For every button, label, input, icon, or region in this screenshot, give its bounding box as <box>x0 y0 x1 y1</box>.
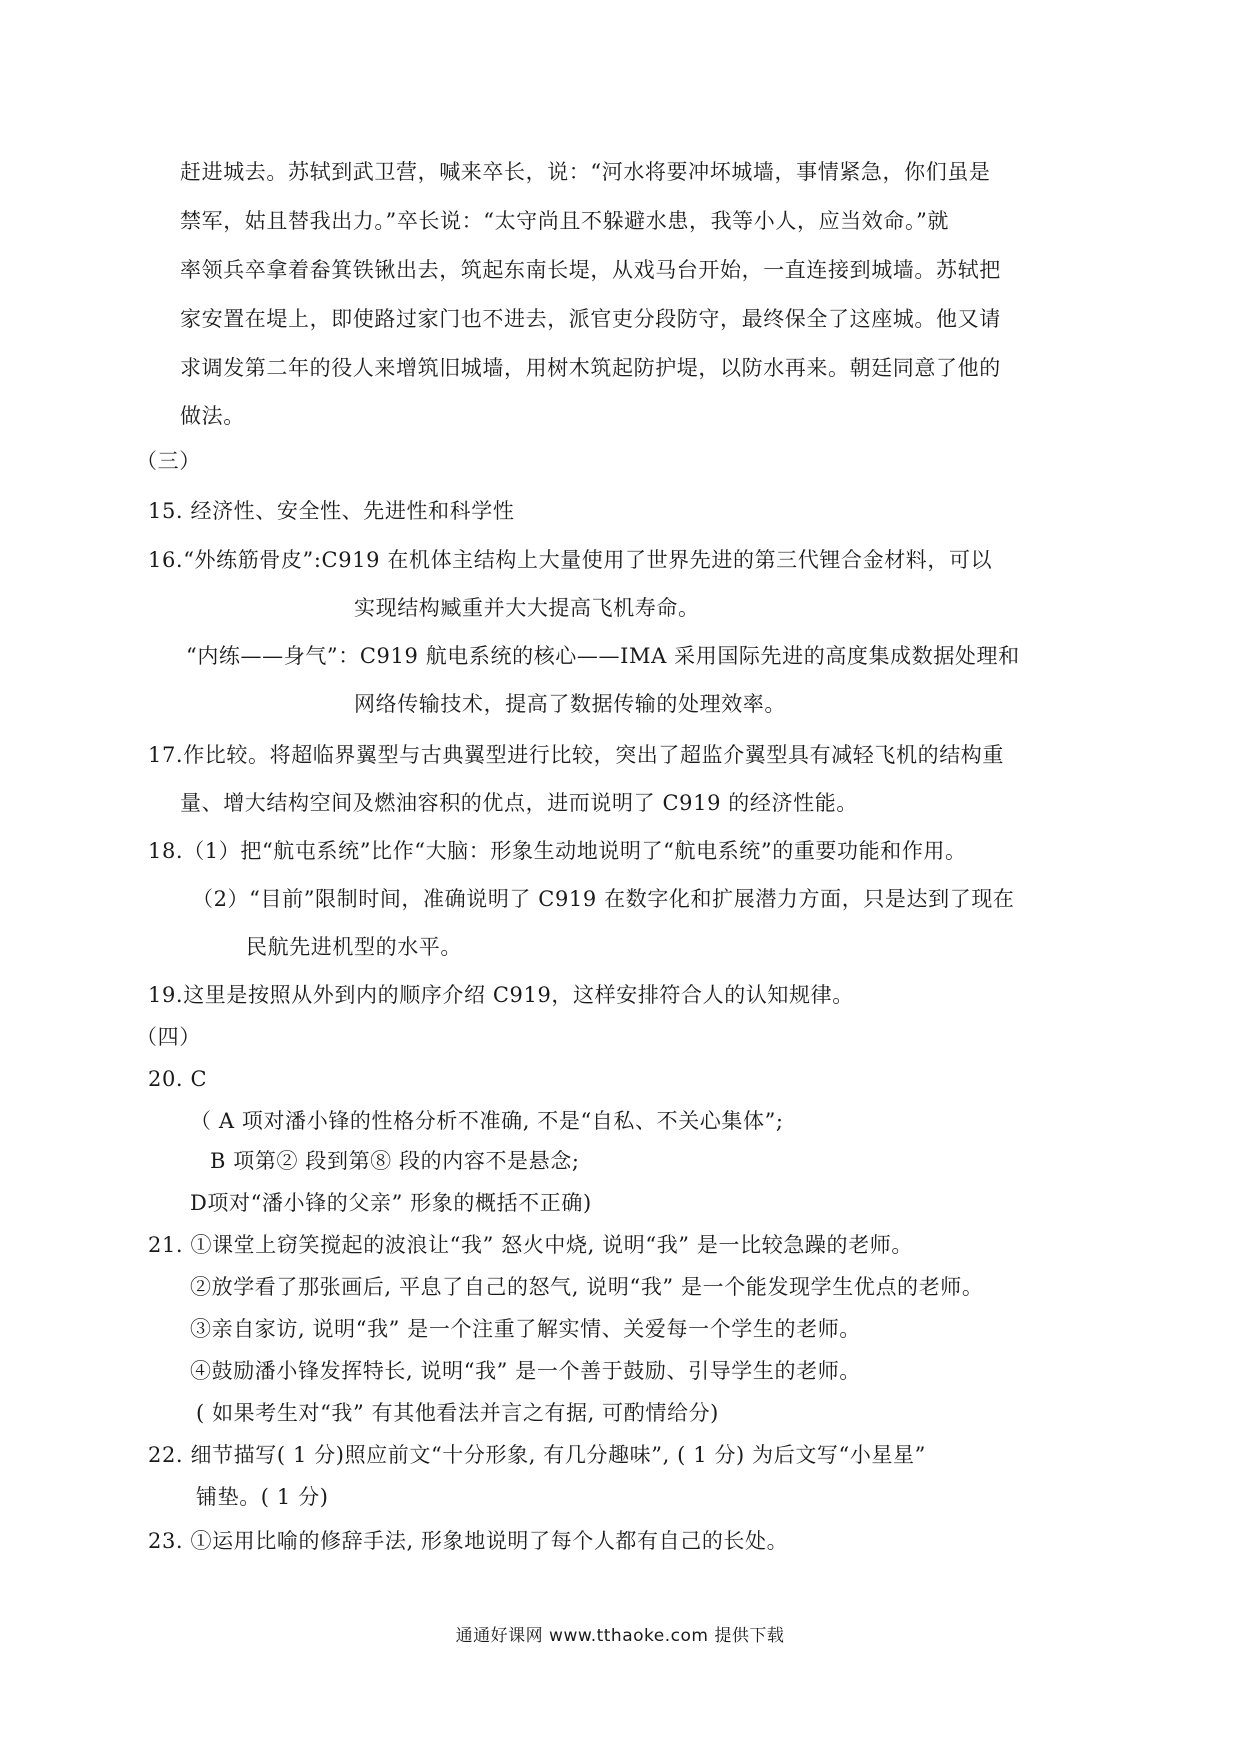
passage-line-6: 做法。 <box>180 404 245 428</box>
answer-18-line-3: 民航先进机型的水平。 <box>246 935 462 959</box>
answer-18-line-2: （2）“目前”限制时间，准确说明了 C919 在数字化和扩展潜力方面，只是达到了现在 <box>192 887 1015 911</box>
passage-line-1: 赶进城去。苏轼到武卫营，喊来卒长，说：“河水将要冲坏城墙，事情紧急，你们虽是 <box>180 160 991 184</box>
page-footer: 通通好课网 www.tthaoke.com 提供下载 <box>455 1626 785 1646</box>
answer-20-note-2: B 项第② 段到第⑧ 段的内容不是悬念; <box>210 1149 580 1173</box>
passage-line-5: 求调发第二年的役人来增筑旧城墙，用树木筑起防护堤，以防水再来。朝廷同意了他的 <box>180 356 1001 380</box>
answer-17-line-1: 17.作比较。将超临界翼型与古典翼型进行比较，突出了超监介翼型具有减轻飞机的结构重 <box>148 743 1004 767</box>
answer-22-line-1: 22. 细节描写( 1 分)照应前文“十分形象, 有几分趣味”, ( 1 分) 为后文写“小星星” <box>148 1443 926 1467</box>
answer-18-line-1: 18.（1）把“航屯系统”比作“大脑：形象生动地说明了“航电系统”的重要功能和作用。 <box>148 839 967 863</box>
answer-16-line-3: “内练——身气”：C919 航电系统的核心——IMA 采用国际先进的高度集成数据处理和 <box>186 644 1020 668</box>
passage-line-2: 禁军，姑且替我出力。”卒长说：“太守尚且不躲避水患，我等小人，应当效命。”就 <box>180 209 950 233</box>
answer-21-line-2: ②放学看了那张画后, 平息了自己的怒气, 说明“我” 是一个能发现学生优点的老师。 <box>190 1275 984 1299</box>
passage-line-3: 率领兵卒拿着畚箕铁锹出去，筑起东南长堤，从戏马台开始，一直连接到城墙。苏轼把 <box>180 258 1001 282</box>
answer-20: 20. C <box>148 1067 208 1091</box>
answer-23-line-1: 23. ①运用比喻的修辞手法, 形象地说明了每个人都有自己的长处。 <box>148 1529 789 1553</box>
answer-17-line-2: 量、增大结构空间及燃油容积的优点，进而说明了 C919 的经济性能。 <box>180 791 858 815</box>
answer-22-line-2: 铺垫。( 1 分) <box>196 1485 329 1509</box>
passage-line-4: 家安置在堤上，即使路过家门也不进去，派官吏分段防守，最终保全了这座城。他又请 <box>180 307 1001 331</box>
answer-21-line-4: ④鼓励潘小锋发挥特长, 说明“我” 是一个善于鼓励、引导学生的老师。 <box>190 1359 861 1383</box>
answer-16-line-1: 16.“外练筋骨皮”:C919 在机体主结构上大量使用了世界先进的第三代锂合金材料，可以 <box>148 548 993 572</box>
answer-21-line-3: ③亲自家访, 说明“我” 是一个注重了解实情、关爱每一个学生的老师。 <box>190 1317 861 1341</box>
answer-21-line-5: ( 如果考生对“我” 有其他看法并言之有据, 可酌情给分) <box>196 1401 719 1425</box>
answer-15: 15. 经济性、安全性、先进性和科学性 <box>148 499 515 523</box>
answer-16-line-4: 网络传输技术，提高了数据传输的处理效率。 <box>354 692 786 716</box>
answer-19: 19.这里是按照从外到内的顺序介绍 C919，这样安排符合人的认知规律。 <box>148 983 854 1007</box>
section-3-heading: （三） <box>136 449 201 473</box>
answer-20-note-3: D项对“潘小锋的父亲” 形象的概括不正确) <box>190 1191 592 1215</box>
section-4-heading: （四） <box>136 1025 201 1049</box>
answer-20-note-1: （ A 项对潘小锋的性格分析不准确, 不是“自私、不关心集体”; <box>190 1109 784 1133</box>
answer-16-line-2: 实现结构臧重并大大提高飞机寿命。 <box>354 596 700 620</box>
answer-21-line-1: 21. ①课堂上窃笑搅起的波浪让“我” 怒火中烧, 说明“我” 是一比较急躁的老师。 <box>148 1233 913 1257</box>
